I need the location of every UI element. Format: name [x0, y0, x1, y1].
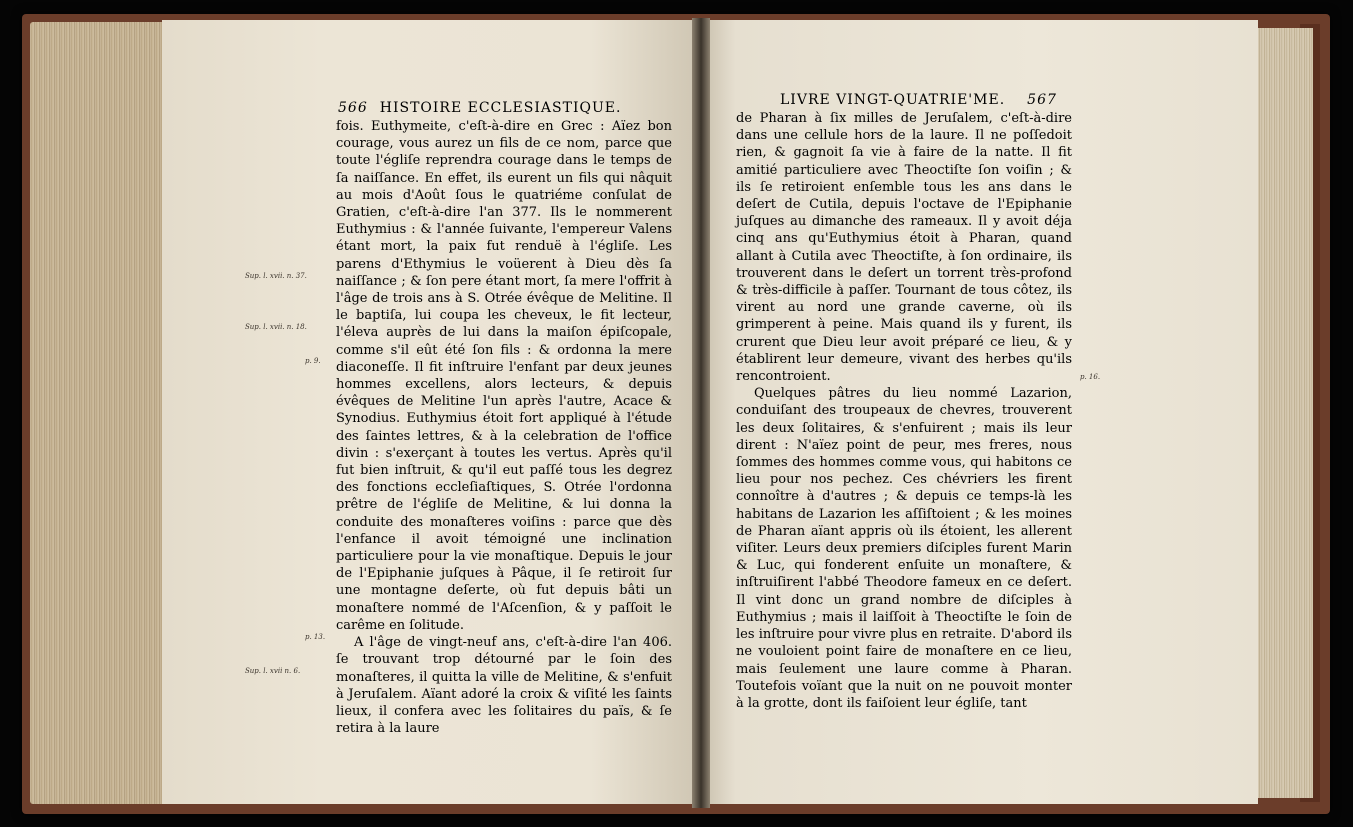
margin-note: Sup. l. xvii. n. 37. [245, 272, 307, 280]
right-paragraph-1: de Pharan à ſix milles de Jeruſalem, c'eſt-à-dire dans une cellule hors de la laure. Il ne poſſedoit rien, & gagnoit ſa vie à faire de la natte. Il fit amitié particuliere avec Theoctiſte ſon voiſin ; & ils ſe retiroient enſemble tous les ans dans le deſert de Cutila, depuis l'octave de l'Epiphanie juſques au dimanche des rameaux. Il y avoit déja cinq ans qu'Euthymius étoit à Pharan, quand allant à Cutila avec Theoctiſte, à ſon ordinaire, ils trouverent dans le deſert un torrent très-profond & très-difficile à paſſer. Tournant de tous côtez, ils virent au nord une grande caverne, où ils grimperent à peine. Mais quand ils y furent, ils crurent que Dieu leur avoit préparé ce lieu, & y établirent leur demeure, vivant des herbes qu'ils rencontroient. [736, 111, 1072, 385]
left-paragraph-1: fois. Euthymeite, c'eſt-à-dire en Grec : Aïez bon courage, vous aurez un fils de ce nom, parce que toute l'égliſe reprendra courage dans le temps de ſa naiſſance. En effet, ils eurent un fils qui nâquit au mois d'Août ſous le quatriéme conſulat de Gratien, c'eſt-à-dire l'an 377. Ils le nommerent Euthymius : & l'année ſuivante, l'empereur Valens étant mort, la paix fut renduë à l'égliſe. Les parens d'Ethymius le voüerent à Dieu dès ſa naiſſance ; & ſon pere étant mort, ſa mere l'offrit à l'âge de trois ans à S. Otrée évêque de Melitine. Il le baptiſa, lui coupa les cheveux, le fit lecteur, l'éleva auprès de lui dans la maiſon épiſcopale, comme s'il eût été ſon fils : & ordonna la mere diaconeſſe. Il fit inſtruire l'enfant par deux jeunes hommes excellens, alors lecteurs, & depuis évêques de Melitine l'un après l'autre, Acace & Synodius. Euthymius étoit fort appliqué à l'étude des ſaintes lettres, & à la celebration de l'office divin : s'exerçant à toutes les vertus. Après qu'il fut bien inſtruit, & qu'il eut paſſé tous les degrez des fonctions eccleſiaſtiques, S. Otrée l'ordonna prêtre de l'égliſe de Melitine, & lui donna la conduite des monaſteres voiſins : parce que dès l'enfance il avoit témoigné une inclination particuliere pour la vie monaſtique. Depuis le jour de l'Epiphanie juſques à Pâque, il ſe retiroit ſur une montagne deſerte, où fut depuis bâti un monaſtere nommé de l'Aſcenſion, & y paſſoit le carême en ſolitude. [336, 119, 672, 633]
right-paragraph-2: Quelques pâtres du lieu nommé Lazarion, conduiſant des troupeaux de chevres, trouverent les deux ſolitaires, & s'enfuirent ; mais ils leur dirent : N'aïez point de peur, mes freres, nous ſommes des hommes comme vous, qui habitons ce lieu pour nos pechez. Ces chévriers les firent connoître à d'autres ; & depuis ce temps-là les habitans de Lazarion les aſſiſtoient ; & les moines de Pharan aïant appris où ils étoient, les allerent viſiter. Leurs deux premiers diſciples furent Marin & Luc, qui fonderent enſuite un monaſtere, & inſtruiſirent l'abbé Theodore fameux en ce deſert. Il vint donc un grand nombre de diſciples à Euthymius ; mais il laiſſoit à Theoctiſte le ſoin de les inſtruire pour vivre plus en retraite. D'abord ils ne vouloient point faire de monaſtere en ce lieu, mais ſeulement une laure comme à Pharan. Toutefois voïant que la nuit on ne pouvoit monter à la grotte, dont ils faiſoient leur égliſe, tant [736, 386, 1072, 711]
margin-note: p. 13. [305, 633, 326, 641]
right-page-number: 567 [1027, 92, 1057, 108]
page-edges-left [30, 22, 166, 804]
margin-note: p. 16. [1080, 373, 1101, 381]
right-page-text [736, 110, 1072, 712]
margin-note: Sup. l. xvii. n. 18. [245, 323, 307, 331]
page-edges-right [1255, 28, 1313, 798]
right-page-header [780, 92, 1057, 108]
margin-note: p. 9. [305, 357, 321, 365]
book-gutter [692, 18, 710, 808]
left-paragraph-2: A l'âge de vingt-neuf ans, c'eſt-à-dire l'an 406. ſe trouvant trop détourné par le ſoin des monaſteres, il quitta la ville de Melitine, & s'enfuit à Jeruſalem. Aïant adoré la croix & viſité les ſaints lieux, il confera avec les ſolitaires du païs, & ſe retira à la laure [336, 635, 672, 737]
left-page-header [338, 100, 621, 116]
left-page-number: 566 [338, 100, 368, 116]
left-running-title: HISTOIRE ECCLESIASTIQUE. [379, 100, 622, 116]
margin-note: Sup. l. xvii n. 6. [245, 667, 301, 675]
right-running-title: LIVRE VINGT-QUATRIE'ME. [780, 92, 1006, 108]
left-page-text [336, 118, 672, 737]
